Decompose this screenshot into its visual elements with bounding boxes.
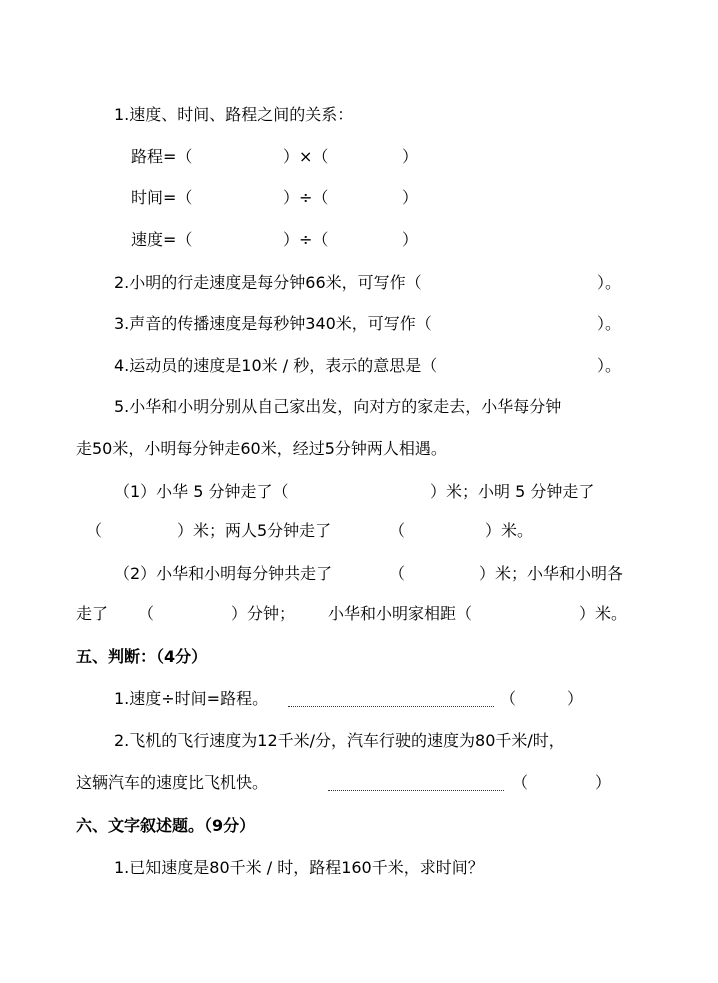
q4-item4-end: ）。: [597, 356, 622, 375]
formula-right: ）: [402, 188, 419, 207]
section6-q1: 1.已知速度是80千米 / 时，路程160千米，求时间？: [114, 858, 484, 877]
q4-item5-sub2-h: ）米。: [579, 604, 628, 623]
answer-leader-dots: [328, 790, 504, 791]
formula-mid: ）×（: [283, 147, 329, 166]
section5-q2-line1: 2.飞机的飞行速度为12千米/分，汽车行驶的速度为80千米/时，: [114, 731, 565, 750]
q4-item5-sub1-e: （: [389, 521, 406, 540]
q4-item2-end: ）。: [597, 273, 622, 292]
q4-item5-sub1-a: （1）小华 5 分钟走了（: [114, 482, 289, 501]
q4-item5-sub1-d: ）米；两人5分钟走了: [177, 521, 332, 540]
q4-item3-end: ）。: [597, 314, 622, 333]
q4-item3-text: 3.声音的传播速度是每秒钟340米，可写作（: [114, 314, 432, 333]
q4-item5-sub1-c: （: [86, 521, 103, 540]
q4-intro: 1.速度、时间、路程之间的关系：: [114, 105, 354, 124]
q4-item5-sub2-b: （: [389, 564, 406, 583]
q4-item2-text: 2.小明的行走速度是每分钟66米，可写作（: [114, 273, 422, 292]
q4-item5-sub2-c: ）米；小华和小明各: [479, 564, 624, 583]
q4-item5-sub2-a: （2）小华和小明每分钟共走了: [114, 564, 333, 583]
q4-item5-sub2-e: （: [138, 604, 155, 623]
section5-q2-paren-open: （: [512, 773, 529, 792]
answer-leader-dots: [288, 706, 494, 707]
q4-item5-sub1-b: ）米；小明 5 分钟走了: [430, 482, 595, 501]
section6-title: 六、文字叙述题。（9分）: [76, 816, 256, 835]
formula-right: ）: [402, 230, 419, 249]
q4-item5-sub1-f: ）米。: [485, 521, 534, 540]
q4-item5-sub2-d: 走了: [76, 604, 109, 623]
formula-left: 路程=（: [131, 147, 193, 166]
section5-q1-text: 1.速度÷时间=路程。: [114, 689, 269, 708]
formula-mid: ）÷（: [283, 188, 329, 207]
section5-q1-paren-close: ）: [567, 689, 584, 708]
section5-title: 五、判断：（4分）: [76, 647, 208, 666]
q4-item4-text: 4.运动员的速度是10米 / 秒，表示的意思是（: [114, 356, 438, 375]
formula-left: 速度=（: [131, 230, 193, 249]
q4-item5-line2: 走50米，小明每分钟走60米，经过5分钟两人相遇。: [76, 439, 447, 458]
q4-item5-sub2-f: ）分钟；: [231, 604, 296, 623]
formula-right: ）: [402, 147, 419, 166]
section5-q2-line2: 这辆汽车的速度比飞机快。: [76, 773, 269, 792]
formula-mid: ）÷（: [283, 230, 329, 249]
section5-q2-paren-close: ）: [595, 773, 612, 792]
formula-left: 时间=（: [131, 188, 193, 207]
q4-item5-line1: 5.小华和小明分别从自己家出发，向对方的家走去，小华每分钟: [114, 397, 562, 416]
section5-q1-paren-open: （: [500, 689, 517, 708]
q4-item5-sub2-g: 小华和小明家相距（: [328, 604, 473, 623]
